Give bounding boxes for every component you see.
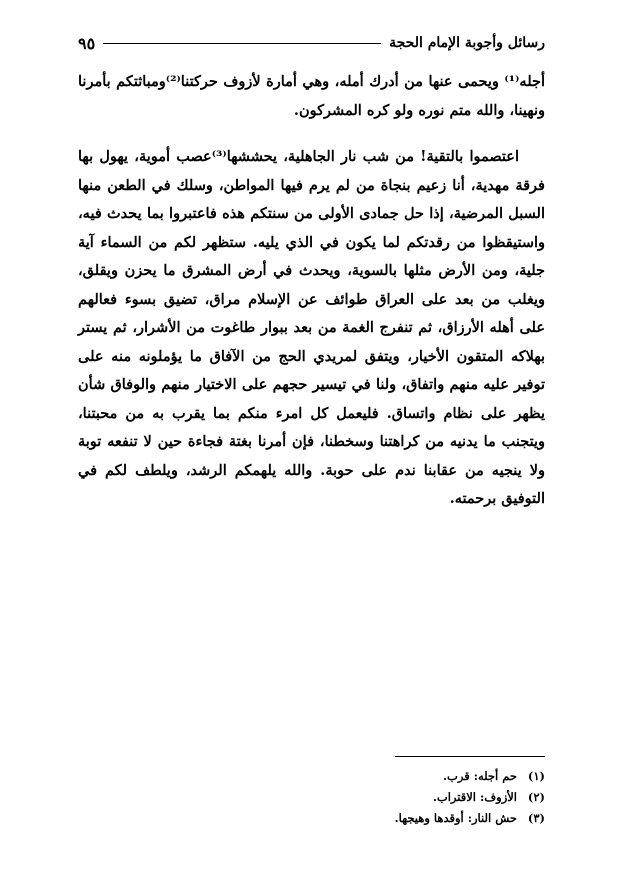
main-text [78,68,545,514]
header-rule [103,43,381,44]
footnote-number: (٢) [527,790,545,804]
footnote-3 [78,808,545,829]
paragraph-1: أجله⁽¹⁾ ويحمى عنها من أدرك أمله، وهي أمارة لأزوف حركتنا⁽²⁾ومباثتكم بأمرنا ونهينا، والله متم نوره ولو كره المشركون. [78,73,545,119]
running-header [78,30,545,56]
footnote-2 [78,787,545,808]
page-number: ٩٥ [78,33,96,53]
footnote-number: (٣) [527,811,545,825]
header-title: رسائل وأجوبة الإمام الحجة [389,35,545,51]
footnotes [78,766,545,829]
footnote-1 [78,766,545,787]
footnote-number: (١) [527,769,545,783]
footnote-text: حم أجله: قرب. [443,769,517,783]
footnote-separator [395,756,545,757]
paragraph-2: اعتصموا بالتقية! من شب نار الجاهلية، يحششها⁽³⁾عصب أموية، يهول بها فرقة مهدية، أنا زعيم بنجاة من لم يرم فيها المواطن، وسلك في الطعن منها السبل المرضية، إذا حل جمادى الأولى من سنتكم هذه فاعتبروا بما يحدث فيه، واستيقظوا من رقدتكم لما يكون في الذي يليه. ستظهر لكم من السماء آية جلية، ومن الأرض مثلها بالسوية، ويحدث في أرض المشرق ما يحزن ويقلق، ويغلب من بعد على العراق طوائف عن الإسلام مراق، تضيق بسوء فعالهم على أهله الأرزاق، ثم تنفرج الغمة من بعد ببوار طاغوت من الأشرار، ثم يستر بهلاكه المتقون الأخيار، ويتفق لمريدي الحج من الآفاق ما يؤملونه منه على توفير عليه منهم واتفاق، ولنا في تيسير حجهم على الاختيار منهم والوفاق شأن يظهر على نظام واتساق. فليعمل كل امرء منكم بما يقرب به من محبتنا، ويتجنب ما يدنيه من كراهتنا وسخطنا، فإن أمرنا بغتة فجاءة حين لا تنفعه توبة ولا ينجيه من عقابنا ندم على حوبة. والله يلهمكم الرشد، ويلطف لكم في التوفيق برحمته. [78,148,545,507]
footnote-text: حش النار: أوقدها وهيجها. [394,811,517,825]
footnote-text: الأزوف: الاقتراب. [432,790,517,804]
